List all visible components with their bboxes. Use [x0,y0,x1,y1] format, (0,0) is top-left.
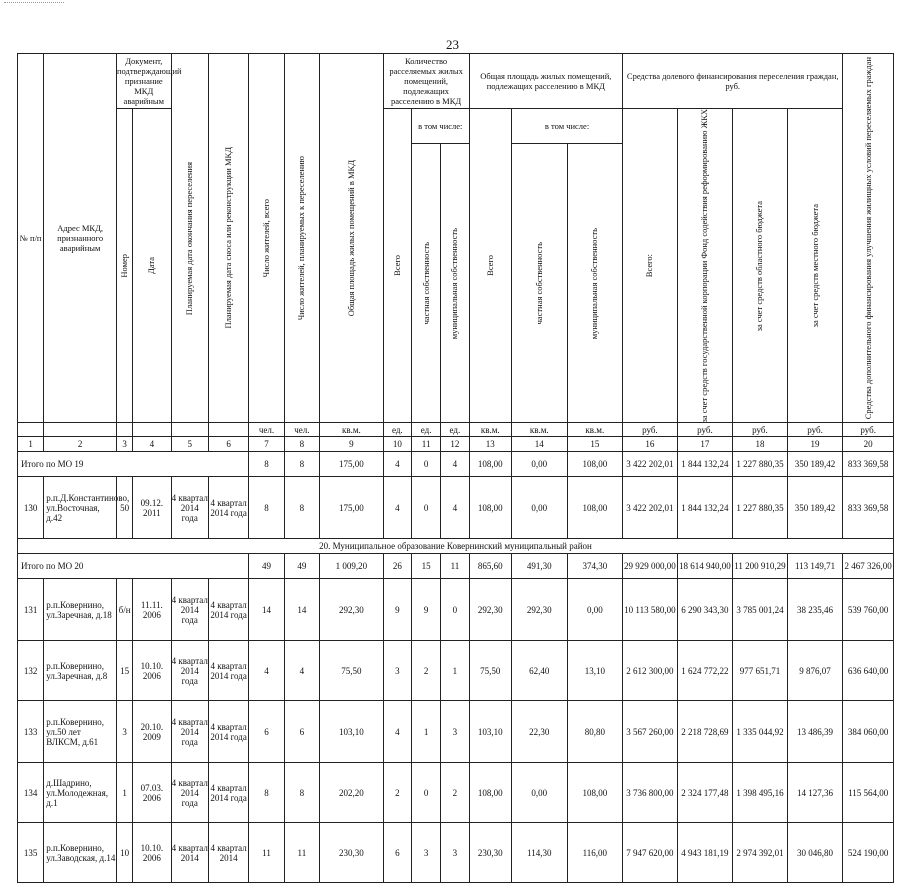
table-cell: 202,20 [320,763,384,823]
table-cell: б/н [117,579,133,641]
table-cell: 20 [843,437,894,452]
table-cell: 6 [383,823,411,883]
table-cell: 1 335 044,92 [733,701,788,763]
table-cell: 30 046,80 [787,823,843,883]
table-cell: 2 [44,437,117,452]
table-cell: 4 квартал 2014 года [171,763,208,823]
table-cell: 62,40 [511,641,567,701]
table-cell: 4 квартал 2014 года [171,641,208,701]
table-cell: 4 квартал 2014 [208,823,248,883]
table-cell: 2 218 728,69 [677,701,733,763]
table-cell: 20.10. 2009 [133,701,171,763]
table-cell: 3 [117,437,133,452]
table-cell: 11 200 910,29 [733,554,788,579]
table-cell: 11 [441,554,469,579]
table-cell: 384 060,00 [843,701,894,763]
table-cell: 1 398 495,16 [733,763,788,823]
table-cell: 9 [383,579,411,641]
header-funds-total: Всего: [623,109,678,423]
table-cell: р.п.Ковернино, ул.50 лет ВЛКСМ, д.61 [44,701,117,763]
table-cell: 4 квартал 2014 года [208,477,248,539]
table-cell: 9 876,07 [787,641,843,701]
table-cell: 131 [18,579,44,641]
table-cell: 13 [469,437,511,452]
table-cell: 4 квартал 2014 года [208,763,248,823]
unit-cell: руб. [787,423,843,437]
table-cell: 132 [18,641,44,701]
total-label: Итого по МО 20 [18,554,249,579]
section-title: 20. Муниципальное образование Ковернинский муниципальный район [18,539,894,554]
table-cell: 103,10 [469,701,511,763]
table-cell: 75,50 [469,641,511,701]
table-cell: 4 [383,452,411,477]
table-cell: 135 [18,823,44,883]
table-cell: 10 113 580,00 [623,579,678,641]
table-cell: 1 227 880,35 [733,452,788,477]
table-cell: 292,30 [469,579,511,641]
table-cell: 11 [249,823,284,883]
table-cell: 18 [733,437,788,452]
table-cell: 4 квартал 2014 года [208,579,248,641]
table-cell: 3 [117,701,133,763]
table-cell: 6 [249,701,284,763]
table-cell: 1 009,20 [320,554,384,579]
table-cell: 230,30 [320,823,384,883]
table-row [18,477,894,539]
table-cell: 103,10 [320,701,384,763]
table-cell: 865,60 [469,554,511,579]
table-cell: 2 974 392,01 [733,823,788,883]
header-area-group: Общая площадь жилых помещений, подлежащих расселению в МКД [469,54,623,109]
table-row [18,641,894,701]
table-cell: 0 [441,579,469,641]
table-cell: 108,00 [567,452,623,477]
header-funds-additional: Средства дополнительного финансирования улучшения жилищных условий переселяемых граждан [843,54,894,423]
table-cell: 1 844 132,24 [677,452,733,477]
table-cell: 115 564,00 [843,763,894,823]
unit-cell: ед. [383,423,411,437]
header-residents: Число жителей, всего [249,54,284,423]
table-cell: 2 [441,763,469,823]
table-cell: 22,30 [511,701,567,763]
table-cell: 10 [117,823,133,883]
table-cell: 14 [284,579,319,641]
table-row [18,763,894,823]
table-cell: 13 486,39 [787,701,843,763]
unit-cell: руб. [733,423,788,437]
table-cell: 15 [567,437,623,452]
table-cell: 7 947 620,00 [623,823,678,883]
table-cell: 3 785 001,24 [733,579,788,641]
table-cell: 2 467 326,00 [843,554,894,579]
total-row-mo19 [18,452,894,477]
table-cell: 230,30 [469,823,511,883]
table-cell: 5 [171,437,208,452]
table-cell: 113 149,71 [787,554,843,579]
table-cell: 6 290 343,30 [677,579,733,641]
unit-cell: ед. [441,423,469,437]
table-cell: 17 [677,437,733,452]
table-cell: 1 [117,763,133,823]
table-cell: 3 [411,823,440,883]
table-cell: 130 [18,477,44,539]
unit-cell: руб. [677,423,733,437]
table-cell: р.п.Ковернино, ул.Заречная, д.8 [44,641,117,701]
table-cell: 1 [411,701,440,763]
header-doc-group: Документ, подтверждающий признание МКД аварийным [117,54,172,109]
table-cell: 2 [411,641,440,701]
table-cell: 292,30 [511,579,567,641]
table-cell: 19 [787,437,843,452]
table-cell: 1 [441,641,469,701]
table-cell: 3 [383,641,411,701]
table-cell: 8 [284,452,319,477]
table-cell: 108,00 [469,477,511,539]
table-cell: 8 [284,437,319,452]
table-cell: 116,00 [567,823,623,883]
table-cell: 108,00 [469,763,511,823]
table-cell: 3 736 800,00 [623,763,678,823]
table-cell: 13,10 [567,641,623,701]
table-cell: 9 [411,579,440,641]
header-total-area: Общая площадь жилых помещений в МКД [320,54,384,423]
table-cell: 4 [383,701,411,763]
table-cell: 8 [284,763,319,823]
table-cell: 0 [411,763,440,823]
page-number: 23 [446,37,459,52]
total-label: Итого по МО 19 [18,452,249,477]
table-cell: 09.12. 2011 [133,477,171,539]
table-cell: 4 [441,477,469,539]
table-cell: 0,00 [511,477,567,539]
table-cell: 4 [441,452,469,477]
table-cell: 0,00 [511,452,567,477]
unit-cell: руб. [843,423,894,437]
table-cell: 14 [249,579,284,641]
table-cell: 16 [623,437,678,452]
unit-cell: кв.м. [469,423,511,437]
table-cell: 11.11. 2006 [133,579,171,641]
table-cell: 11 [411,437,440,452]
table-cell: 4 [249,641,284,701]
header-private: частная собственность [411,143,440,423]
table-cell: 292,30 [320,579,384,641]
table-cell: 8 [249,763,284,823]
table-row [18,579,894,641]
table-cell: 539 760,00 [843,579,894,641]
header-rooms-in-that: в том числе: [411,109,469,144]
table-cell: 108,00 [567,763,623,823]
table-cell: 114,30 [511,823,567,883]
table-cell: 4 [284,641,319,701]
table-cell: 108,00 [567,477,623,539]
table-cell: 4 [133,437,171,452]
table-cell: 350 189,42 [787,452,843,477]
table-cell: 12 [441,437,469,452]
table-cell: 3 [441,701,469,763]
table-cell: 3 422 202,01 [623,452,678,477]
table-cell: 29 929 000,00 [623,554,678,579]
scan-mark [4,2,64,3]
table-cell: 49 [249,554,284,579]
table-cell: д.Шадрино, ул.Молодежная, д.1 [44,763,117,823]
table-cell: р.п.Ковернино, ул.Заводская, д.14 [44,823,117,883]
table-cell: 0,00 [511,763,567,823]
table-cell: 4 943 181,19 [677,823,733,883]
header-funds-regional: за счет средств областного бюджета [733,109,788,423]
table-row [18,701,894,763]
header-area-private: частная собственность [511,143,567,423]
table-cell: 1 624 772,22 [677,641,733,701]
table-cell: 50 [117,477,133,539]
header-funds-local: за счет средств местного бюджета [787,109,843,423]
header-municipal: муниципальная собственность [441,143,469,423]
table-cell: 4 квартал 2014 года [171,477,208,539]
resettlement-table [17,53,894,883]
table-cell: 175,00 [320,477,384,539]
table-cell: 8 [249,477,284,539]
table-cell: 11 [284,823,319,883]
table-cell: 14 127,36 [787,763,843,823]
table-cell: 133 [18,701,44,763]
table-cell: 4 квартал 2014 [171,823,208,883]
table-cell: 134 [18,763,44,823]
table-cell: 49 [284,554,319,579]
table-cell: 38 235,46 [787,579,843,641]
table-cell: 0 [411,477,440,539]
header-doc-number: Номер [117,109,133,423]
column-numbers-row [18,437,894,452]
table-cell: 75,50 [320,641,384,701]
table-cell: 3 422 202,01 [623,477,678,539]
table-cell: 524 190,00 [843,823,894,883]
header-rooms-group: Количество расселяемых жилых помещений, подлежащих расселению в МКД [383,54,469,109]
table-cell: 374,30 [567,554,623,579]
unit-cell: руб. [623,423,678,437]
table-cell: 10.10. 2006 [133,641,171,701]
table-cell: 977 651,71 [733,641,788,701]
header-doc-date: Дата [133,109,171,423]
unit-cell: кв.м. [567,423,623,437]
table-cell: р.п.Ковернино, ул.Заречная, д.18 [44,579,117,641]
table-cell: 3 [441,823,469,883]
table-cell: 4 квартал 2014 года [208,641,248,701]
table-cell: 80,80 [567,701,623,763]
table-cell: 833 369,58 [843,477,894,539]
table-row [18,823,894,883]
table-cell: 9 [320,437,384,452]
total-row-mo20 [18,554,894,579]
table-cell: 07.03. 2006 [133,763,171,823]
unit-cell: ед. [411,423,440,437]
table-cell: р.п.Д.Константиново, ул.Восточная, д.42 [44,477,117,539]
table-cell: 6 [284,701,319,763]
table-cell: 6 [208,437,248,452]
header-area-total: Всего [469,109,511,423]
table-cell: 350 189,42 [787,477,843,539]
table-cell: 15 [411,554,440,579]
header-area-municipal: муниципальная собственность [567,143,623,423]
table-cell: 4 квартал 2014 года [171,701,208,763]
unit-cell: чел. [284,423,319,437]
unit-cell: кв.м. [511,423,567,437]
table-cell: 2 612 300,00 [623,641,678,701]
header-funds-fund: за счет средств государственной корпорации Фонд содействия реформированию ЖКХ [677,109,733,423]
header-address: Адрес МКД, признанного аварийным [44,54,117,423]
table-cell: 3 567 260,00 [623,701,678,763]
unit-cell: кв.м. [320,423,384,437]
table-cell: 7 [249,437,284,452]
table-cell: 175,00 [320,452,384,477]
table-cell: 0,00 [567,579,623,641]
table-cell: 8 [249,452,284,477]
table-cell: 4 квартал 2014 года [171,579,208,641]
table-cell: 26 [383,554,411,579]
table-cell: 491,30 [511,554,567,579]
header-num: № п/п [18,54,44,423]
header-rooms-total: Всего [383,109,411,423]
table-cell: 10 [383,437,411,452]
unit-cell: чел. [249,423,284,437]
table-cell: 636 640,00 [843,641,894,701]
table-cell: 1 227 880,35 [733,477,788,539]
table-cell: 0 [411,452,440,477]
header-residents-planned: Число жителей, планируемых к переселению [284,54,319,423]
table-cell: 4 [383,477,411,539]
header-funds-group: Средства долевого финансирования переселения граждан, руб. [623,54,843,109]
table-cell: 1 844 132,24 [677,477,733,539]
table-cell: 833 369,58 [843,452,894,477]
table-cell: 2 324 177,48 [677,763,733,823]
table-cell: 108,00 [469,452,511,477]
table-cell: 8 [284,477,319,539]
header-area-in-that: в том числе: [511,109,622,144]
table-cell: 15 [117,641,133,701]
header-planned-end: Планируемая дата окончания переселения [171,54,208,423]
table-cell: 10.10. 2006 [133,823,171,883]
table-cell: 4 квартал 2014 года [208,701,248,763]
table-cell: 18 614 940,00 [677,554,733,579]
table-cell: 1 [18,437,44,452]
header-planned-demolition: Планируемая дата сноса или реконструкции МКД [208,54,248,423]
table-cell: 14 [511,437,567,452]
table-cell: 2 [383,763,411,823]
